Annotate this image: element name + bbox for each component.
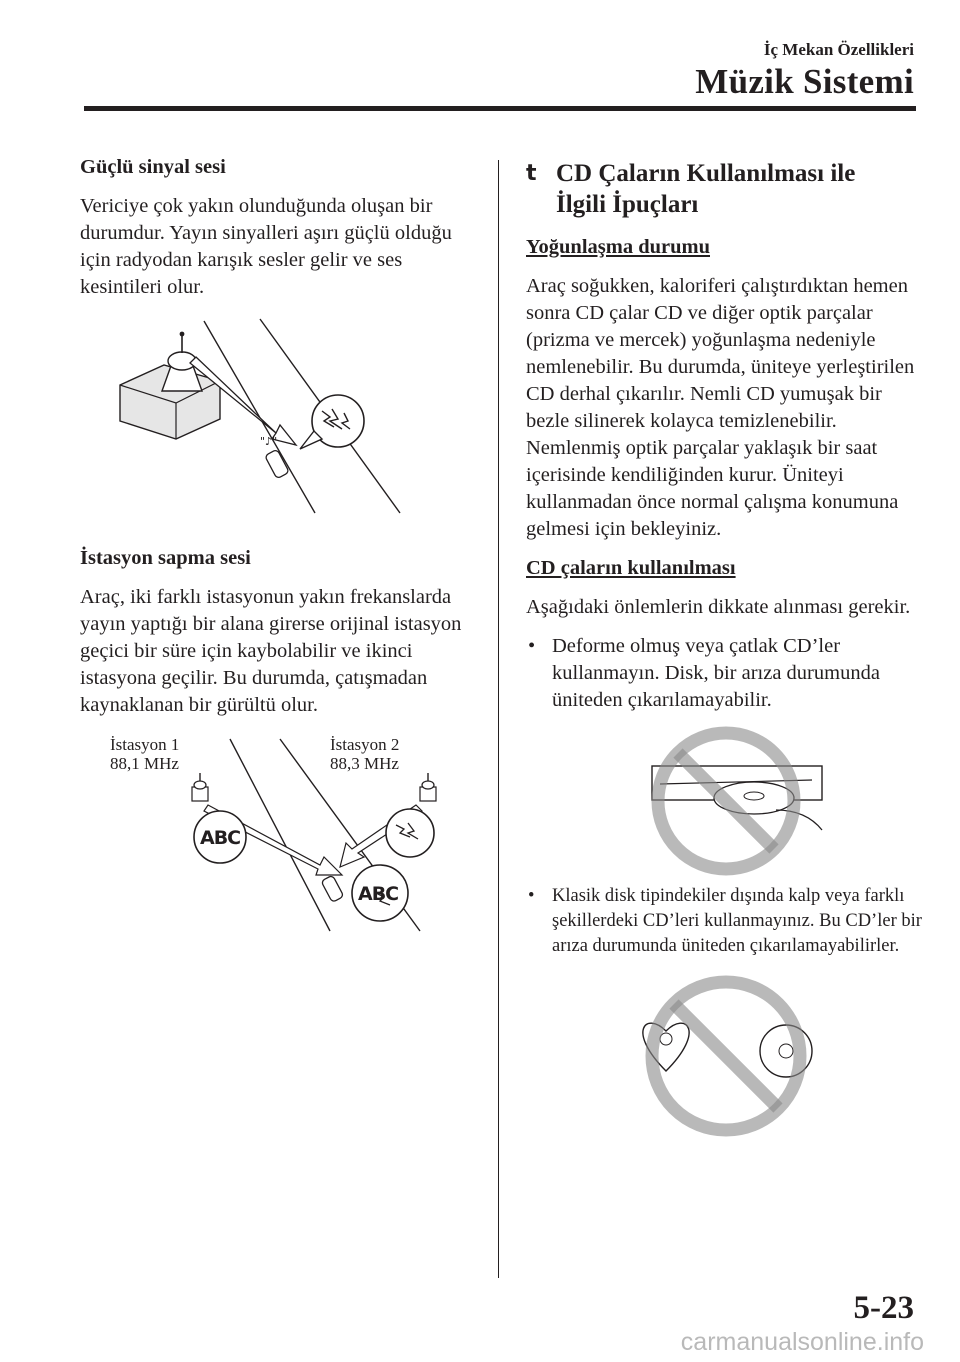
station1-label: İstasyon 1 88,1 MHz (110, 735, 180, 773)
bullet-icon: • (528, 635, 536, 657)
no-shaped-cd-figure (606, 971, 846, 1141)
abc-mark-mixed: ABC (358, 883, 399, 905)
cd-usage-intro: Aşağıdaki önlemlerin dikkate alınması gerekir. (526, 596, 911, 618)
station-drift-heading: İstasyon sapma sesi (80, 547, 251, 569)
station-drift-body: Araç, iki farklı istasyonun yakın frekanslarda yayın yaptığı bir alana girerse orijinal istasyon geçici bir süre için kaybolabilir ve ikinci istasyona geçilir. Bu durumda, çatışmadan kaynaklanan bir gürültü olur. (80, 586, 462, 716)
svg-text:"♪": "♪" (260, 435, 278, 448)
abc-mark-station1: ABC (200, 827, 241, 849)
bullet-shaped-cd: • Klasik disk tipindekiler dışında kalp veya farklı şekillerdeki CD’leri kullanmayınız. Bu CD’ler bir arıza durumunda üniteden çıkarılamayabilirler. (528, 886, 922, 956)
strong-signal-figure (100, 313, 460, 533)
condensation-body: Araç soğukken, kaloriferi çalıştırdıktan hemen sonra CD çalar CD ve diğer optik parçalar (prizma ve mercek) yoğunlaşma nedeniyle nemlenebilir. Bu durumda, üniteye yerleştirilen CD derhal çıkarılır. Nemli CD yumuşak bir bezle silinerek kolayca temizlenebilir. Nemlenmiş optik parçalar yaklaşık bir saat içerisinde kendiliğinden kurur. Üniteyi kullanmadan önce normal çalışma konumuna gelmesi için bekleyiniz. (526, 275, 915, 540)
section-marker-icon: t (526, 161, 537, 186)
bullet-icon: • (528, 886, 535, 906)
header-rule (84, 106, 916, 111)
strong-signal-body: Vericiye çok yakın olunduğunda oluşan bir durumdur. Yayın sinyalleri aşırı güçlü olduğu için radyodan karışık sesler gelir ve ses kesintileri olur. (80, 195, 452, 298)
no-cracked-cd-figure (606, 726, 846, 876)
column-divider (498, 160, 499, 1278)
page-title: Müzik Sistemi (695, 62, 914, 101)
watermark: carmanualsonline.info (680, 1328, 924, 1356)
bullet-deformed-cd: • Deforme olmuş veya çatlak CD’ler kullanmayın. Disk, bir arıza durumunda üniteden çıkarılamayabilir. (528, 635, 880, 711)
cd-tips-heading: t CD Çaların Kullanılması ile İlgili İpuçları (526, 160, 856, 218)
header-section-label: İç Mekan Özellikleri (763, 40, 914, 59)
station2-label: İstasyon 2 88,3 MHz (330, 735, 400, 773)
strong-signal-heading: Güçlü sinyal sesi (80, 156, 226, 178)
left-column (80, 154, 480, 935)
right-column (526, 154, 926, 1141)
condensation-heading: Yoğunlaşma durumu (526, 236, 710, 258)
page-number: 5-23 (853, 1290, 914, 1326)
cd-usage-heading: CD çaların kullanılması (526, 557, 736, 579)
station-drift-figure (80, 735, 480, 935)
